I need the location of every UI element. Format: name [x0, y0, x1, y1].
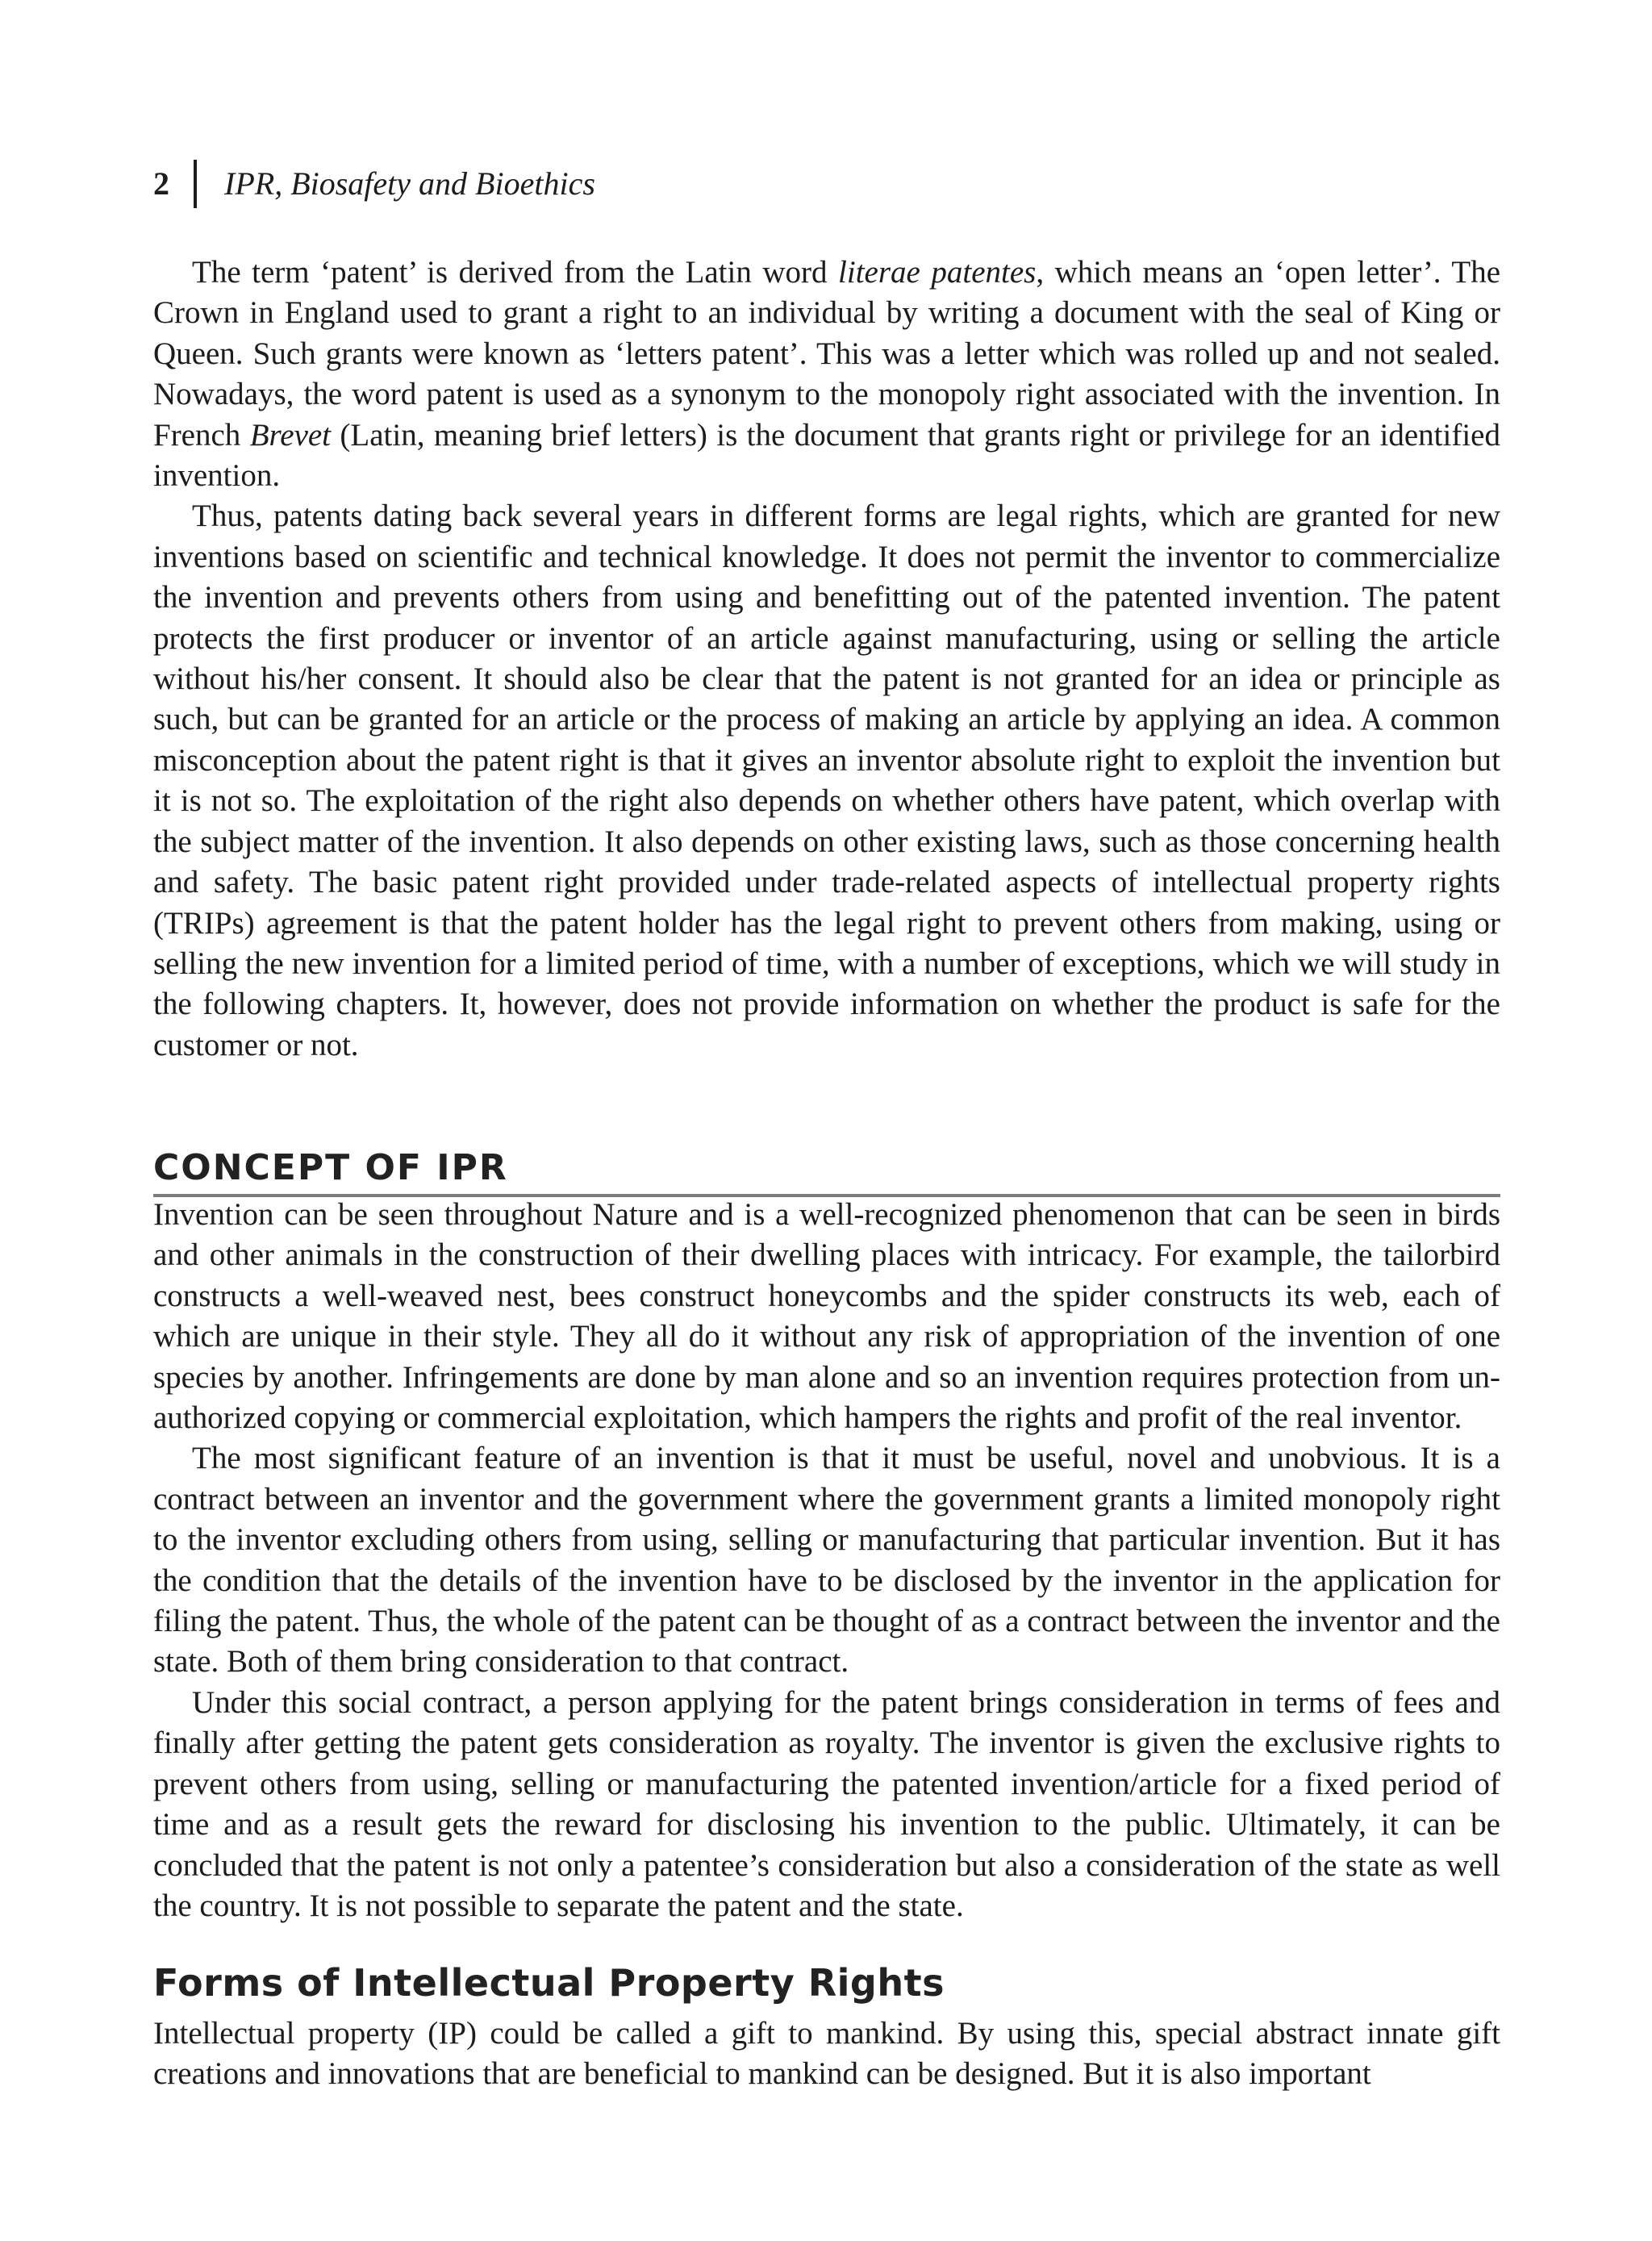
section-heading-concept: CONCEPT OF IPR: [153, 1146, 1500, 1197]
concept-paragraph-2: The most significant feature of an invention is that it must be useful, novel and unobvious. It is a contract between an inventor and the government where the government grants a limited monopoly right to the inventor excluding others from using, selling or manufacturing that particular invention. But it has the condition that the details of the invention have to be disclosed by the inventor in the application for filing the patent. Thus, the whole of the patent can be thought of as a contract between the inventor and the state. Both of them bring consideration to that contract.: [153, 1441, 1500, 1680]
latin-term: literae patentes: [838, 255, 1037, 290]
concept-text: [153, 1195, 1500, 1926]
french-term: Brevet: [249, 417, 332, 453]
intro-paragraph-1: [153, 252, 1500, 496]
running-head: [153, 158, 595, 210]
intro-text: [153, 252, 1500, 1066]
forms-text: [153, 2014, 1500, 2095]
running-head-divider: [194, 160, 197, 208]
intro-p1-text-a: The term ‘patent’ is derived from the Latin word: [192, 255, 839, 290]
intro-paragraph-2: Thus, patents dating back several years in different forms are legal rights, which are granted for new inventions based on scientific and technical knowledge. It does not permit the inventor to commercialize the invention and prevents others from using and benefitting out of the patented invention. The patent protects the first producer or inventor of an article against manufacturing, using or selling the article without his/her consent. It should also be clear that the patent is not granted for an idea or principle as such, but can be granted for an article or the process of making an article by applying an idea. A common misconception about the patent right is that it gives an inventor absolute right to exploit the invention but it is not so. The exploitation of the right also depends on whether others have patent, which overlap with the subject matter of the invention. It also depends on other existing laws, such as those concerning health and safety. The basic patent right provided under trade-related aspects of intellectual property rights (TRIPs) agreement is that the patent holder has the legal right to prevent others from making, using or selling the new invention for a limited period of time, with a number of exceptions, which we will study in the following chapters. It, however, does not provide information on whether the product is safe for the customer or not.: [153, 499, 1500, 1062]
book-title: IPR, Biosafety and Bioethics: [224, 165, 595, 202]
page-number: 2: [153, 165, 169, 202]
intro-p1-text-b: , which means an ‘open letter’. The Crown in England used to grant a right to an individual by writing a document with the seal of King or Queen. Such grants were known as ‘letters patent’. This was a letter which was rolled up and not sealed. Nowadays, the word patent is used as a synonym to the monopoly right associated with the invention. In French: [153, 255, 1500, 453]
concept-paragraph-3: Under this social contract, a person applying for the patent brings consideration in terms of fees and finally after getting the patent gets consideration as royalty. The inventor is given the exclusive rights to prevent others from using, selling or manufacturing the patented invention/article for a fixed period of time and as a result gets the reward for disclosing his invention to the public. Ultimately, it can be concluded that the patent is not only a patentee’s consideration but also a consideration of the state as well the country. It is not possible to separate the patent and the state.: [153, 1684, 1500, 1923]
forms-paragraph-1: Intellectual property (IP) could be called a gift to mankind. By using this, special abstract innate gift creations and innovations that are beneficial to mankind can be designed. But it is also important: [153, 2016, 1500, 2092]
subsection-heading-forms: Forms of Intellectual Property Rights: [153, 1961, 945, 2005]
concept-paragraph-1: Invention can be seen throughout Nature and is a well-recognized phenomenon that can be seen in birds and other animals in the construction of their dwelling places with intricacy. For example, the tailorbird constructs a well-weaved nest, bees construct honeycombs and the spider constructs its web, each of which are unique in their style. They all do it without any risk of appropriation of the invention of one species by another. Infringements are done by man alone and so an invention requires protection from unauthorized copying or commercial exploitation, which hampers the rights and profit of the real inventor.: [153, 1197, 1500, 1436]
intro-p1-text-c: (Latin, meaning brief letters) is the document that grants right or privilege for an identified invention.: [153, 417, 1500, 494]
